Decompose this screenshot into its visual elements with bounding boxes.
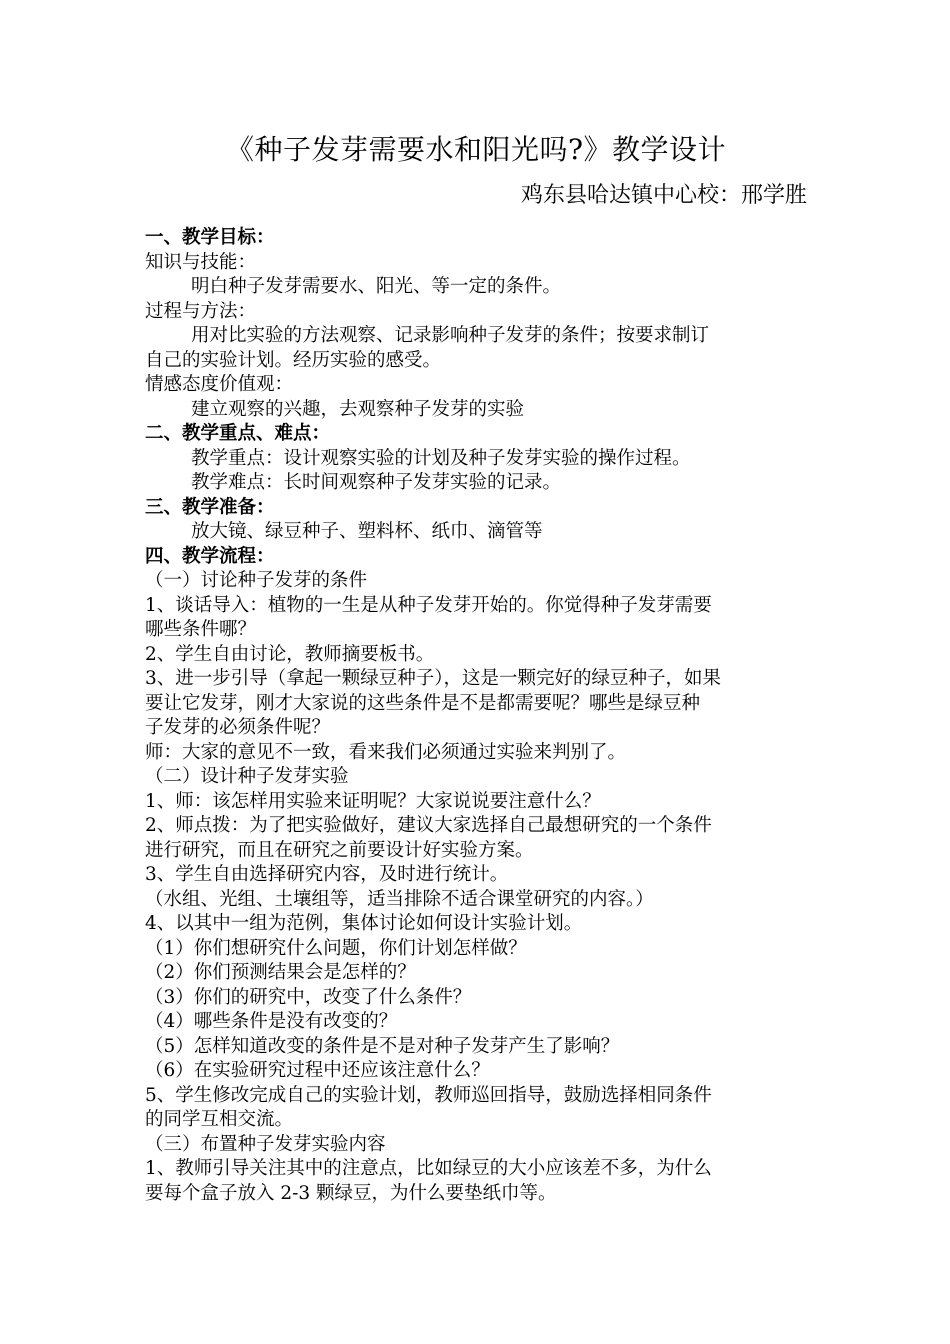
body-line: （5）怎样知道改变的条件是不是对种子发芽产生了影响？ — [145, 1035, 620, 1057]
body-line: 过程与方法： — [145, 300, 257, 322]
body-line: 哪些条件哪？ — [145, 619, 257, 640]
section-heading: 一、教学目标： — [145, 227, 275, 248]
body-line: （6）在实验研究过程中还应该注意什么？ — [145, 1060, 490, 1081]
body-line: 的同学互相交流。 — [145, 1109, 294, 1130]
body-line: 进行研究，而且在研究之前要设计好实验方案。 — [145, 839, 534, 861]
body-line: （1）你们想研究什么问题，你们计划怎样做？ — [145, 937, 527, 959]
section-heading: 三、教学准备： — [145, 496, 275, 518]
body-line: （2）你们预测结果会是怎样的？ — [145, 962, 416, 983]
body-line: 2、师点拨：为了把实验做好，建议大家选择自己最想研究的一个条件 — [145, 815, 712, 836]
body-line: （三）布置种子发芽实验内容 — [145, 1133, 386, 1155]
body-line: 4、以其中一组为范例，集体讨论如何设计实验计划。 — [145, 913, 583, 934]
document-page — [145, 128, 807, 1206]
body-line: 自己的实验计划。经历实验的感受。 — [145, 349, 442, 371]
body-line: 师：大家的意见不一致，看来我们必须通过实验来判别了。 — [145, 741, 627, 763]
body-line: 子发芽的必须条件呢？ — [145, 717, 331, 738]
body-line: （4）哪些条件是没有改变的？ — [145, 1011, 398, 1032]
body-line: 要让它发芽，刚才大家说的这些条件是不是都需要呢？哪些是绿豆种 — [145, 692, 701, 714]
body-line: 1、谈话导入：植物的一生是从种子发芽开始的。你觉得种子发芽需要 — [145, 594, 712, 616]
body-line: 情感态度价值观： — [145, 374, 294, 395]
body-line: 2、学生自由讨论，教师摘要板书。 — [145, 643, 435, 665]
body-line: 5、学生修改完成自己的实验计划，教师巡回指导，鼓励选择相同条件 — [145, 1084, 712, 1106]
body-line: 知识与技能： — [145, 251, 257, 273]
body-line: 用对比实验的方法观察、记录影响种子发芽的条件；按要求制订 — [191, 325, 710, 346]
body-line: 明白种子发芽需要水、阳光、等一定的条件。 — [191, 276, 562, 297]
body-line: 教学重点：设计观察实验的计划及种子发芽实验的操作过程。 — [191, 447, 691, 469]
document-body — [145, 226, 807, 1206]
body-line: （一）讨论种子发芽的条件 — [145, 570, 368, 591]
body-line: （水组、光组、土壤组等，适当排除不适合课堂研究的内容。） — [145, 888, 654, 910]
body-line: 3、进一步引导（拿起一颗绿豆种子），这是一颗完好的绿豆种子，如果 — [145, 668, 722, 689]
document-author: 鸡东县哈达镇中心校：邢学胜 — [520, 183, 807, 208]
body-line: 放大镜、绿豆种子、塑料杯、纸巾、滴管等 — [191, 521, 543, 542]
section-heading: 四、教学流程： — [145, 545, 275, 567]
body-line: 1、教师引导关注其中的注意点，比如绿豆的大小应该差不多，为什么 — [145, 1158, 712, 1179]
body-line: 教学难点：长时间观察种子发芽实验的记录。 — [191, 472, 562, 493]
section-heading: 二、教学重点、难点： — [145, 423, 331, 444]
document-title: 《种子发芽需要水和阳光吗?》教学设计 — [225, 133, 726, 166]
body-line: 要每个盒子放入 2-3 颗绿豆，为什么要垫纸巾等。 — [145, 1182, 557, 1204]
body-line: （二）设计种子发芽实验 — [145, 766, 349, 787]
body-line: 建立观察的兴趣，去观察种子发芽的实验 — [191, 398, 525, 420]
body-line: 3、学生自由选择研究内容，及时进行统计。 — [145, 864, 509, 885]
body-line: （3）你们的研究中，改变了什么条件？ — [145, 986, 472, 1008]
body-line: 1、师：该怎样用实验来证明呢？大家说说要注意什么？ — [145, 790, 601, 812]
